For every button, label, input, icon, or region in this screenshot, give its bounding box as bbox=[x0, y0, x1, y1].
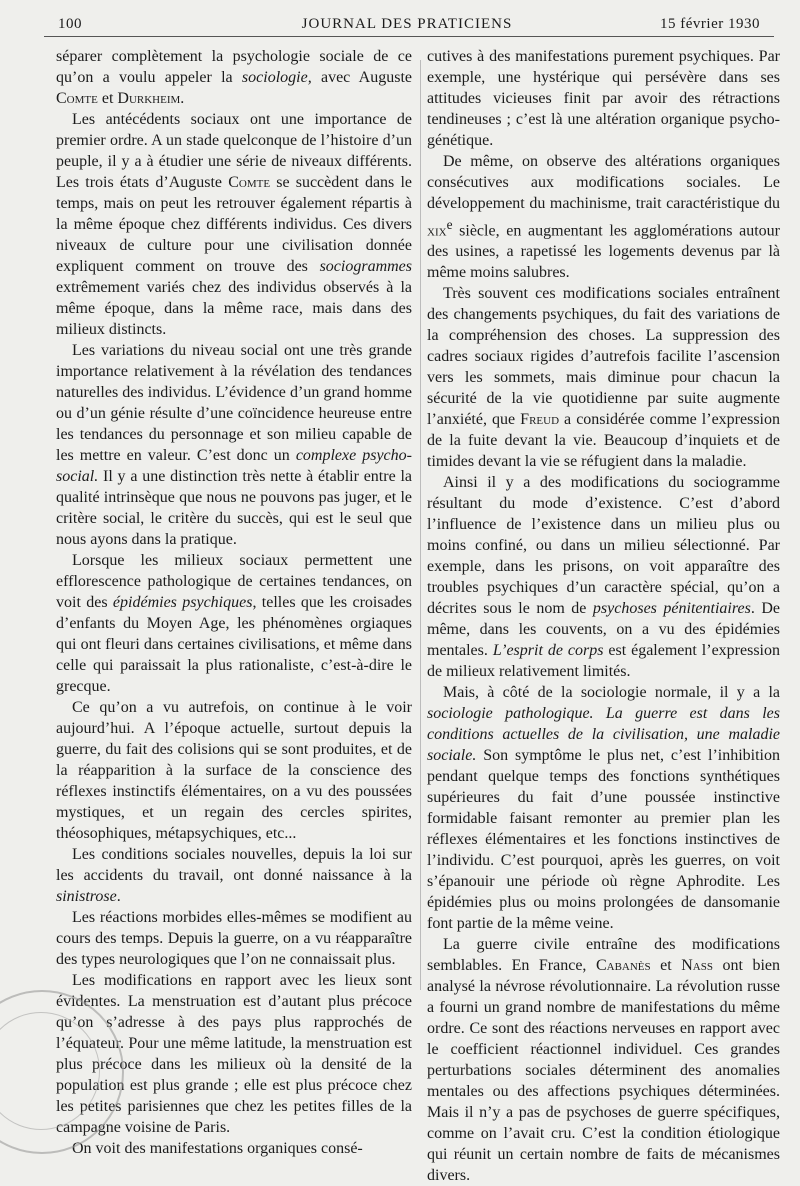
paragraph: séparer complètement la psychologie sociale de ce qu’on a voulu appeler la sociologie, avec Auguste Comte et Durkheim. bbox=[56, 48, 413, 107]
header-rule bbox=[44, 36, 774, 37]
paragraph: Ainsi il y a des modifications du sociogramme résultant du mode d’existence. C’est d’abord l’influence de l’existence dans un milieu plus ou moins confiné, ou dans un milieu sélectionné. Par exemple, dans les prisons, on voit apparaître des troubles psychiques d’un caractère spécial, qu’on a décrites sous le nom de psychoses pénitentiaires. De même, dans les couvents, on a vu des épidémies mentales. L’esprit de corps est également l’expression de milieux relativement limités. bbox=[427, 474, 781, 681]
paragraph: Les réactions morbides elles-mêmes se modifient au cours des temps. Depuis la guerre, on a vu réapparaître des types neurologiques que l’on ne connaissait plus. bbox=[56, 909, 412, 968]
paragraph: cutives à des manifestations purement psychiques. Par exemple, une hystérique qui persévère dans ses attitudes vicieuses finit par avoir des rétractions tendineuses ; c’est là une altération organique psycho-génétique. bbox=[427, 48, 780, 149]
paragraph: Les antécédents sociaux ont une importance de premier ordre. A un stade quelconque de l’histoire d’un peuple, il y a à étudier une série de niveaux différents. Les trois états d’Auguste Comte se succèdent dans le temps, mais on peut les retrouver également répartis à la même époque chez différents individus. Ces divers niveaux de culture pour une civilisation donnée expliquent comment on trouve des sociogrammes extrêmement variés chez des individus observés à la même époque, dans la même race, mais dans des milieux distincts. bbox=[56, 111, 412, 338]
issue-date: 15 février 1930 bbox=[660, 16, 760, 32]
paragraph: La guerre civile entraîne des modifications semblables. En France, Cabanès et Nass ont bien analysé la névrose révolutionnaire. La révolution russe a fourni un grand nombre de manifestations du même ordre. Ce sont des réactions nerveuses en rapport avec le coefficient réactionnel individuel. Ces grandes perturbations sociales déterminent des anomalies mentales ou des affections psychiques déterminées. Mais il n’y a pas de psychoses de guerre spécifiques, comme on l’avait cru. C’est la condition étiologique qui réunit un certain nombre de faits de mécanismes divers. bbox=[427, 936, 780, 1185]
paragraph: Les conditions sociales nouvelles, depuis la loi sur les accidents du travail, ont donné naissance à la sinistrose. bbox=[56, 846, 412, 905]
paragraph: Ce qu’on a vu autrefois, on continue à le voir aujourd’hui. A l’époque actuelle, surtout depuis la guerre, du fait des colisions qui se sont produites, et de la réapparition à la surface de la conscience des réflexes instinctifs élémentaires, on a vu des poussées mystiques, et un regain des cercles spirites, théosophiques, métapsychiques, etc... bbox=[56, 699, 412, 842]
paragraph: De même, on observe des altérations organiques consécutives aux modifications sociales. Le développement du machinisme, trait caractéristique du xix$^e$ siècle, en augmentant les agglomérations autour des usines, a rapetissé les logements devenus par là même moins salubres. bbox=[427, 153, 780, 282]
paragraph: Lorsque les milieux sociaux permettent une efflorescence pathologique de certaines tendances, on voit des épidémies psychiques, telles que les croisades d’enfants du Moyen Age, les phénomènes orgiaques qui ont fleuri dans certaines civilisations, et même dans celle qui paraissait la plus rationaliste, c’est-à-dire le grecque. bbox=[56, 552, 413, 695]
right-column bbox=[427, 46, 780, 1186]
page-number: 100 bbox=[58, 16, 82, 32]
paragraph: Les modifications en rapport avec les lieux sont évidentes. La menstruation est d’autant plus précoce qu’on s’adresse à des pays plus rapprochés de l’équateur. Pour une même latitude, la menstruation est plus précoce dans les milieux où la densité de la population est plus grande ; elle est plus précoce chez les petites parisiennes que chez les petites filles de la campagne voisine de Paris. bbox=[56, 972, 412, 1136]
paragraph: Les variations du niveau social ont une très grande importance relativement à la révélation des tendances naturelles des individus. L’évidence d’un grand homme ou d’un génie résulte d’une coïncidence heureuse entre les tendances du personnage et son milieu capable de les mettre en valeur. C’est donc un complexe psycho-social. Il y a une distinction très nette à établir entre la qualité intrinsèque que nous ne pouvons pas juger, et le critère social, le critère du succès, qui est le seul que nous ayons dans la pratique. bbox=[56, 342, 412, 548]
left-column bbox=[56, 46, 412, 1159]
column-divider bbox=[420, 60, 421, 990]
paragraph: Très souvent ces modifications sociales entraînent des changements psychiques, du fait des variations de la compréhension des choses. La suppression des cadres sociaux rigides d’autrefois facilite l’ascension vers les sommets, mais diminue pour chacun la sécurité de la vie quotidienne par suite augmente l’anxiété, que Freud a considérée comme l’expression de la fuite devant la vie. Beaucoup d’inquiets et de timides devant la vie se réfugient dans la maladie. bbox=[427, 285, 780, 471]
page-header bbox=[44, 14, 770, 36]
paragraph: Mais, à côté de la sociologie normale, il y a la sociologie pathologique. La guerre est dans les conditions actuelles de la civilisation, une maladie sociale. Son symptôme le plus net, c’est l’inhibition pendant quelque temps des fonctions synthétiques supérieures du fait d’une poussée instinctive formidable faisant remonter au premier plan les réflexes élémentaires et les fonctions instinctives de l’individu. C’est pourquoi, après les guerres, on voit s’épanouir une période où règne Aphrodite. Les épidémies plus ou moins prolongées de dansomanie font partie de la même veine. bbox=[427, 684, 780, 933]
journal-title: JOURNAL DES PRATICIENS bbox=[301, 16, 513, 32]
paragraph: On voit des manifestations organiques consé- bbox=[72, 1140, 363, 1157]
